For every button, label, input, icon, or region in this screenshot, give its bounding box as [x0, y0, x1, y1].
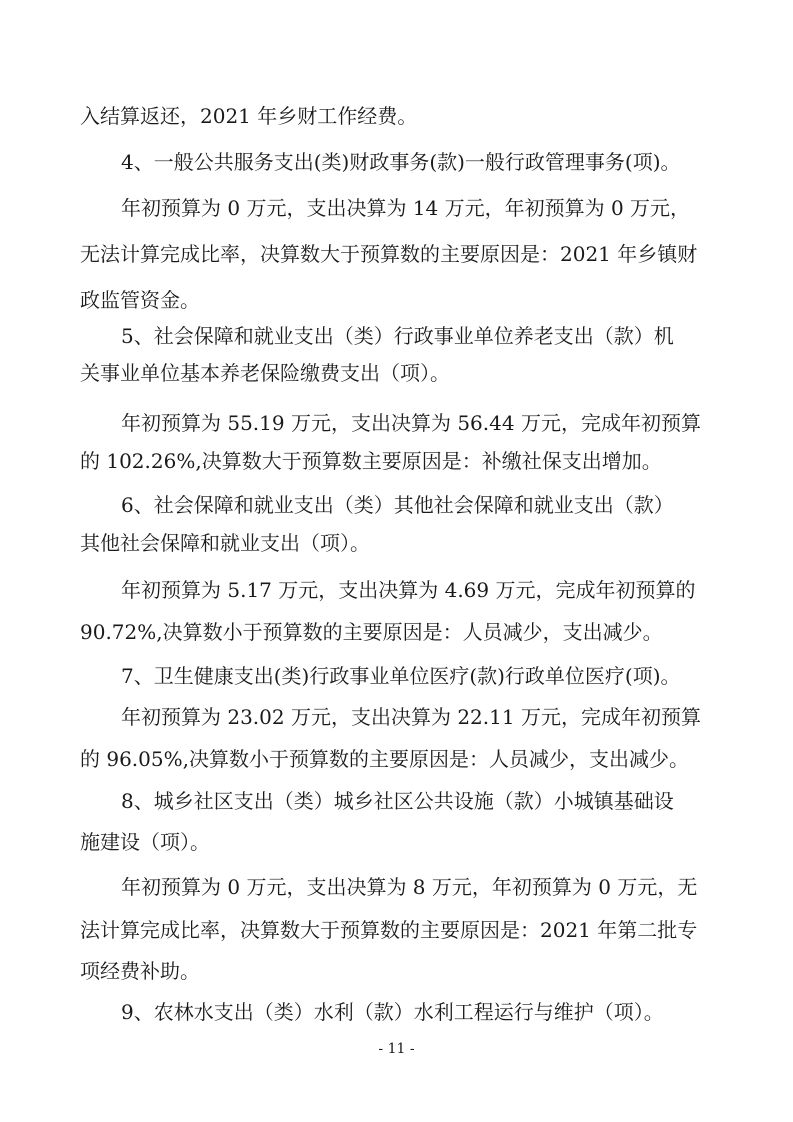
- text-line: 政监管资金。: [80, 288, 200, 312]
- text-line: 关事业单位基本养老保险缴费支出（项）。: [80, 361, 450, 385]
- text-line: 年初预算为 5.17 万元，支出决算为 4.69 万元，完成年初预算的: [121, 578, 696, 602]
- text-line: 90.72%,决算数小于预算数的主要原因是：人员减少，支出减少。: [80, 620, 663, 644]
- section-heading-9: 9、农林水支出（类）水利（款）水利工程运行与维护（项）。: [121, 1000, 664, 1024]
- section-heading-4: 4、一般公共服务支出(类)财政事务(款)一般行政管理事务(项)。: [121, 150, 681, 174]
- text-line: 其他社会保障和就业支出（项）。: [80, 531, 370, 555]
- text-line: 年初预算为 0 万元，支出决算为 8 万元，年初预算为 0 万元，无: [121, 875, 698, 899]
- text-line: 入结算返还，2021 年乡财工作经费。: [80, 104, 418, 128]
- page-number: - 11 -: [378, 1041, 415, 1057]
- text-line: 年初预算为 0 万元，支出决算为 14 万元，年初预算为 0 万元，: [121, 196, 691, 220]
- section-heading-8: 8、城乡社区支出（类）城乡社区公共设施（款）小城镇基础设: [121, 789, 674, 813]
- text-line: 施建设（项）。: [80, 830, 210, 854]
- section-heading-7: 7、卫生健康支出(类)行政事业单位医疗(款)行政单位医疗(项)。: [121, 664, 681, 688]
- section-heading-6: 6、社会保障和就业支出（类）其他社会保障和就业支出（款）: [121, 493, 674, 517]
- text-line: 年初预算为 23.02 万元，支出决算为 22.11 万元，完成年初预算: [121, 705, 701, 729]
- text-line: 项经费补助。: [80, 959, 200, 983]
- text-line: 年初预算为 55.19 万元，支出决算为 56.44 万元，完成年初预算: [121, 411, 701, 435]
- text-line: 法计算完成比率，决算数大于预算数的主要原因是：2021 年第二批专: [80, 918, 698, 942]
- text-line: 无法计算完成比率，决算数大于预算数的主要原因是：2021 年乡镇财: [80, 242, 698, 266]
- text-line: 的 102.26%,决算数大于预算数主要原因是：补缴社保支出增加。: [80, 449, 662, 473]
- text-line: 的 96.05%,决算数小于预算数的主要原因是：人员减少，支出减少。: [80, 747, 689, 771]
- section-heading-5: 5、社会保障和就业支出（类）行政事业单位养老支出（款）机: [121, 324, 674, 348]
